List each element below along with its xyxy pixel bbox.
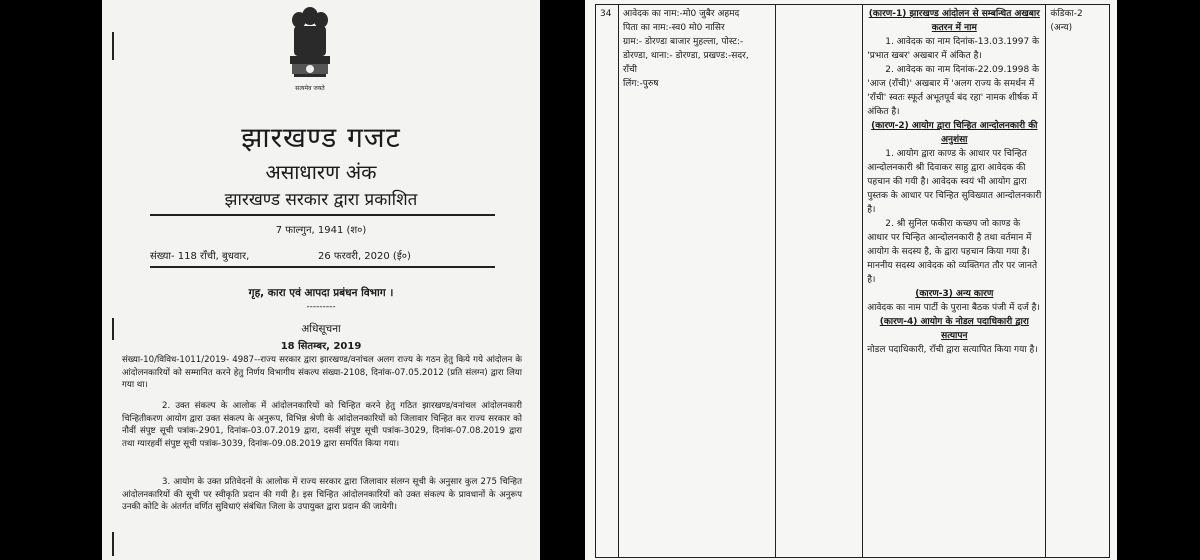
separator: --------- [306,302,336,312]
paragraph-1: संख्या-10/विविध-1011/2019- 4987--राज्य सरकार द्वारा झारखण्ड/वनांचल अलग राज्य के गठन हेतु किये गये आंदोलन के आंदोलनकारियों को सम्मानित करने हेतु निर्णय विभागीय संकल्प संख्या-2108, दिनांक-07.05.2012 (प्रति संलग्न) द्वारा लिया गया था। [122,355,522,391]
reasons-cell [863,5,1046,558]
notification-heading: अधिसूचना [301,323,341,335]
gazette-cover-page [102,0,540,560]
table-row [596,5,1110,558]
issue-number: संख्या- 118 राँची, बुधवार, [150,251,250,262]
applicant-gender: लिंग:-पुरुष [622,79,659,89]
gazette-title: झारखण्ड गजट [241,121,401,154]
department-heading: गृह, कारा एवं आपदा प्रबंधन विभाग । [248,287,394,299]
applicant-name: आवेदक का नाम:-मो0 जुबैर अहमद [622,9,740,19]
applicant-father: पिता का नाम:-स्व0 मो0 नासिर [622,23,725,33]
state-emblem-icon [280,4,340,92]
reason-2-item-2: 2. श्री सुनिल फकीरा कच्छप जो काण्ड के आधार पर चिन्हित आन्दोलनकारी है तथा वर्तमान में आयोग के सदस्य है, के द्वारा पहचान किया गया है। माननीय सदस्य आवेदक को व्यक्तिगत तौर पर जानते है। [867,219,1038,285]
date-saka: 7 फाल्गुन, 1941 (श०) [275,225,367,236]
reason-3-heading: (कारण-3) अन्य कारण [915,289,994,299]
paragraph-2: 2. उक्त संकल्प के आलोक में आंदोलनकारियों को चिन्हित करने हेतु गठित झारखण्ड/वनांचल आंदोलनकारी चिन्हितीकरण आयोग द्वारा उक्त संकल्प के अनुरूप, विभिन्न श्रेणी के आंदोलनकारियों को जिलावार चिन्हित कर राज्य सरकार को नौवीं संपुष्ट सूची पत्रांक-2901, दिनांक-03.07.2019 द्वारा, दसवीं संपुष्ट सूची पत्रांक-3029, दिनांक-07.08.2019 द्वारा तथा ग्यारहवीं संपुष्ट सूची पत्रांक-3039, दिनांक-09.08.2019 द्वारा समर्पित किया गया। [122,401,522,449]
reason-3-text: आवेदक का नाम पार्टी के पुराना बैठक पंजी में दर्ज है। [867,303,1040,313]
reason-4-text: नोडल पदाधिकारी, राँची द्वारा सत्यापित किया गया है। [867,345,1038,355]
category-cell: कंडिका-2 (अन्य) [1046,5,1110,558]
divider [150,266,495,268]
reason-1-item-2: 2. आवेदक का नाम दिनांक-22.09.1998 के 'आज (राँची)' अखबार में 'अलग राज्य के समर्थन में 'राँची' स्वतः स्फूर्त अभूतपूर्व बंद रहा' नामक शीर्षक में अंकित है। [867,65,1040,117]
notification-date: 18 सितम्बर, 2019 [280,341,362,352]
activist-table [595,4,1110,558]
reason-4-heading: (कारण-4) आयोग के नोडल पदाधिकारी द्वारा सत्यापन [879,317,1029,341]
emblem-caption: सत्यमेव जयते [295,85,325,92]
gazette-publisher: झारखण्ड सरकार द्वारा प्रकाशित [224,190,418,210]
gazette-subtitle: असाधारण अंक [265,160,377,184]
divider [150,214,495,216]
paragraph-3: 3. आयोग के उक्त प्रतिवेदनों के आलोक में राज्य सरकार द्वारा जिलावार संलग्न सूची के अनुसार कुल 275 चिन्हित आंदोलनकारियों की सूची पर स्वीकृति प्रदान की गयी है। इस चिन्हित आंदोलनकारियों को उक्त संकल्प के प्रावधानों के अनुरूप उनकी कोटि के अंतर्गत वर्णित सुविधाएं संबंधित जिला के उपायुक्त द्वारा प्रदान की जायेगी। [122,477,522,513]
applicant-address-2: डोरण्डा, थाना:- डोरण्डा, प्रखण्ड:-सदर, [622,51,749,61]
gazette-list-page [585,0,1117,560]
applicant-address-1: ग्राम:- डोरण्डा बाजार मुहल्ला, पोस्ट:- [622,37,744,47]
scan-mark [112,32,114,60]
reason-1-item-1: 1. आवेदक का नाम दिनांक-13.03.1997 के 'प्रभात खबर' अखबार में अंकित है। [867,37,1040,61]
date-gregorian: 26 फरवरी, 2020 (ई०) [318,251,411,262]
reason-2-item-1: 1. आयोग द्वारा काण्ड के आधार पर चिन्हित आन्दोलनकारी श्री दिवाकर साहु द्वारा आवेदक की पहचान की गयी है। आवेदक स्वयं भी आयोग द्वारा पुस्तक के आधार पर चिन्हित सुविख्यात आन्दोलनकारी है। [867,149,1042,215]
blank-cell [775,5,863,558]
scan-mark [112,532,114,556]
applicant-cell [618,5,775,558]
serial-cell: 34 [596,5,619,558]
reason-2-heading: (कारण-2) आयोग द्वारा चिन्हित आन्दोलनकारी की अनुशंसा [871,121,1038,145]
applicant-district: राँची [622,65,638,75]
reason-1-heading: (कारण-1) झारखण्ड आंदोलन से सम्बन्धित अखबार कतरन में नाम [868,9,1040,33]
